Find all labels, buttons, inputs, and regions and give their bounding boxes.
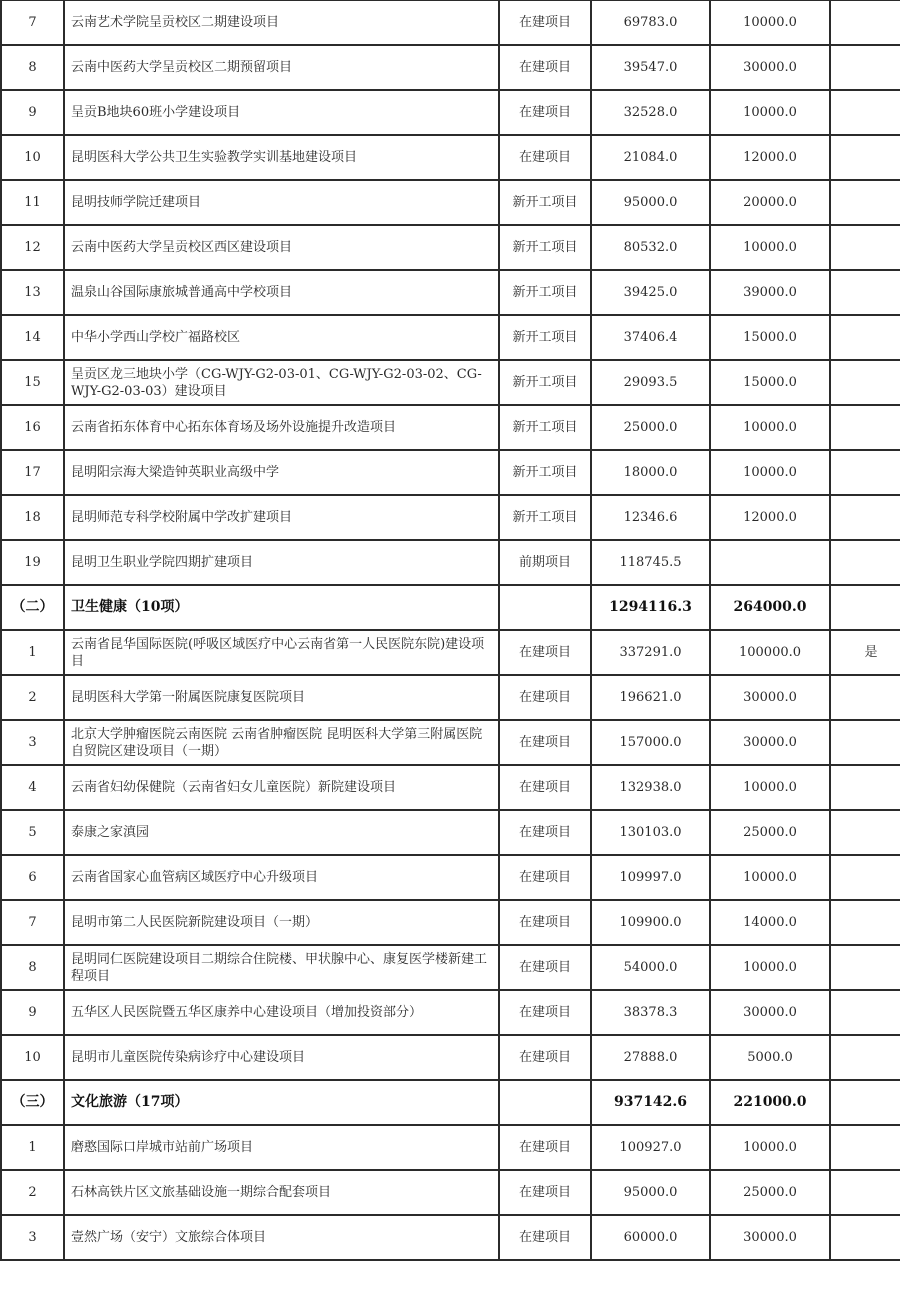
- project-name: 昆明市第二人民医院新院建设项目（一期）: [64, 900, 499, 945]
- planned-investment: 5000.0: [710, 1035, 830, 1080]
- note: [830, 270, 900, 315]
- planned-investment: 30000.0: [710, 720, 830, 765]
- project-name: 泰康之家滇园: [64, 810, 499, 855]
- project-type: 在建项目: [499, 135, 591, 180]
- table-row: [1, 765, 900, 810]
- row-number: 16: [1, 405, 64, 450]
- total-investment: 39547.0: [591, 45, 710, 90]
- project-name: 五华区人民医院暨五华区康养中心建设项目（增加投资部分）: [64, 990, 499, 1035]
- table-row: [1, 990, 900, 1035]
- row-number: 5: [1, 810, 64, 855]
- row-number: 3: [1, 1215, 64, 1260]
- project-type: 在建项目: [499, 900, 591, 945]
- planned-investment: 15000.0: [710, 360, 830, 405]
- note: [830, 495, 900, 540]
- note: [830, 45, 900, 90]
- total-investment: 130103.0: [591, 810, 710, 855]
- table-row: [1, 1170, 900, 1215]
- table-row: [1, 1125, 900, 1170]
- project-type: 在建项目: [499, 1035, 591, 1080]
- table-row: [1, 810, 900, 855]
- project-name: 中华小学西山学校广福路校区: [64, 315, 499, 360]
- total-investment: 32528.0: [591, 90, 710, 135]
- table-row: [1, 1035, 900, 1080]
- project-type: 在建项目: [499, 720, 591, 765]
- project-type: 在建项目: [499, 855, 591, 900]
- total-investment: 54000.0: [591, 945, 710, 990]
- total-investment: 196621.0: [591, 675, 710, 720]
- planned-investment: 10000.0: [710, 765, 830, 810]
- total-investment: 95000.0: [591, 1170, 710, 1215]
- project-name: 昆明卫生职业学院四期扩建项目: [64, 540, 499, 585]
- note: 是: [830, 630, 900, 675]
- note: [830, 720, 900, 765]
- project-type: 新开工项目: [499, 495, 591, 540]
- project-name: 昆明同仁医院建设项目二期综合住院楼、甲状腺中心、康复医学楼新建工程项目: [64, 945, 499, 990]
- note: [830, 90, 900, 135]
- project-type: 新开工项目: [499, 360, 591, 405]
- total-investment: 29093.5: [591, 360, 710, 405]
- planned-investment: 30000.0: [710, 990, 830, 1035]
- note: [830, 900, 900, 945]
- row-number: （三）: [1, 1080, 64, 1125]
- project-name: 昆明市儿童医院传染病诊疗中心建设项目: [64, 1035, 499, 1080]
- row-number: 10: [1, 135, 64, 180]
- note: [830, 1035, 900, 1080]
- planned-investment: 12000.0: [710, 495, 830, 540]
- table-row: [1, 90, 900, 135]
- project-name: 昆明师范专科学校附属中学改扩建项目: [64, 495, 499, 540]
- row-number: 2: [1, 1170, 64, 1215]
- table-row: [1, 540, 900, 585]
- planned-investment: 12000.0: [710, 135, 830, 180]
- total-investment: 39425.0: [591, 270, 710, 315]
- table-row: [1, 405, 900, 450]
- note: [830, 225, 900, 270]
- project-name: 壹然广场（安宁）文旅综合体项目: [64, 1215, 499, 1260]
- planned-investment: 10000.0: [710, 0, 830, 45]
- project-type: 新开工项目: [499, 270, 591, 315]
- table-row: [1, 180, 900, 225]
- project-type: 新开工项目: [499, 180, 591, 225]
- project-type: 新开工项目: [499, 450, 591, 495]
- total-investment: 109900.0: [591, 900, 710, 945]
- section-title: 卫生健康（10项）: [64, 585, 499, 630]
- note: [830, 315, 900, 360]
- note: [830, 675, 900, 720]
- planned-investment: 221000.0: [710, 1080, 830, 1125]
- total-investment: 132938.0: [591, 765, 710, 810]
- row-number: 9: [1, 990, 64, 1035]
- project-name: 昆明医科大学公共卫生实验教学实训基地建设项目: [64, 135, 499, 180]
- project-type: 在建项目: [499, 990, 591, 1035]
- project-name: 昆明阳宗海大梁造钟英职业高级中学: [64, 450, 499, 495]
- planned-investment: 30000.0: [710, 1215, 830, 1260]
- project-name: 云南中医药大学呈贡校区二期预留项目: [64, 45, 499, 90]
- planned-investment: 10000.0: [710, 1125, 830, 1170]
- planned-investment: 264000.0: [710, 585, 830, 630]
- project-type: [499, 1080, 591, 1125]
- table-row: [1, 315, 900, 360]
- note: [830, 1170, 900, 1215]
- total-investment: 25000.0: [591, 405, 710, 450]
- planned-investment: 39000.0: [710, 270, 830, 315]
- project-type: 在建项目: [499, 675, 591, 720]
- project-name: 云南艺术学院呈贡校区二期建设项目: [64, 0, 499, 45]
- project-name: 呈贡区龙三地块小学（CG-WJY-G2-03-01、CG-WJY-G2-03-02、CG-WJY-G2-03-03）建设项目: [64, 360, 499, 405]
- project-type: 在建项目: [499, 1215, 591, 1260]
- project-name: 呈贡B地块60班小学建设项目: [64, 90, 499, 135]
- row-number: 9: [1, 90, 64, 135]
- project-name: 云南中医药大学呈贡校区西区建设项目: [64, 225, 499, 270]
- table-row: [1, 630, 900, 675]
- section-header-health: [1, 585, 900, 630]
- planned-investment: 20000.0: [710, 180, 830, 225]
- total-investment: 60000.0: [591, 1215, 710, 1260]
- total-investment: 337291.0: [591, 630, 710, 675]
- row-number: 19: [1, 540, 64, 585]
- planned-investment: 10000.0: [710, 225, 830, 270]
- total-investment: 27888.0: [591, 1035, 710, 1080]
- table-row: [1, 675, 900, 720]
- project-type: 在建项目: [499, 765, 591, 810]
- planned-investment: [710, 540, 830, 585]
- note: [830, 1125, 900, 1170]
- total-investment: 69783.0: [591, 0, 710, 45]
- table-row: [1, 360, 900, 405]
- project-name: 磨憨国际口岸城市站前广场项目: [64, 1125, 499, 1170]
- row-number: 8: [1, 945, 64, 990]
- planned-investment: 25000.0: [710, 1170, 830, 1215]
- project-name: 云南省国家心血管病区域医疗中心升级项目: [64, 855, 499, 900]
- section-title: 文化旅游（17项）: [64, 1080, 499, 1125]
- note: [830, 540, 900, 585]
- project-name: 云南省拓东体育中心拓东体育场及场外设施提升改造项目: [64, 405, 499, 450]
- project-type: 在建项目: [499, 630, 591, 675]
- table-row: [1, 1215, 900, 1260]
- project-type: 新开工项目: [499, 225, 591, 270]
- planned-investment: 10000.0: [710, 855, 830, 900]
- row-number: 14: [1, 315, 64, 360]
- table-row: [1, 225, 900, 270]
- total-investment: 1294116.3: [591, 585, 710, 630]
- planned-investment: 14000.0: [710, 900, 830, 945]
- row-number: 1: [1, 1125, 64, 1170]
- note: [830, 180, 900, 225]
- planned-investment: 30000.0: [710, 675, 830, 720]
- planned-investment: 30000.0: [710, 45, 830, 90]
- total-investment: 38378.3: [591, 990, 710, 1035]
- note: [830, 855, 900, 900]
- project-name: 北京大学肿瘤医院云南医院 云南省肿瘤医院 昆明医科大学第三附属医院自贸院区建设项目（一期）: [64, 720, 499, 765]
- section-header-culture: [1, 1080, 900, 1125]
- total-investment: 80532.0: [591, 225, 710, 270]
- total-investment: 157000.0: [591, 720, 710, 765]
- note: [830, 360, 900, 405]
- row-number: （二）: [1, 585, 64, 630]
- row-number: 8: [1, 45, 64, 90]
- note: [830, 945, 900, 990]
- total-investment: 37406.4: [591, 315, 710, 360]
- note: [830, 585, 900, 630]
- table-row: [1, 45, 900, 90]
- planned-investment: 10000.0: [710, 945, 830, 990]
- note: [830, 0, 900, 45]
- row-number: 12: [1, 225, 64, 270]
- row-number: 7: [1, 900, 64, 945]
- total-investment: 18000.0: [591, 450, 710, 495]
- project-name: 昆明医科大学第一附属医院康复医院项目: [64, 675, 499, 720]
- row-number: 13: [1, 270, 64, 315]
- table-row: [1, 945, 900, 990]
- table-row: [1, 450, 900, 495]
- project-type: 在建项目: [499, 945, 591, 990]
- total-investment: 95000.0: [591, 180, 710, 225]
- total-investment: 109997.0: [591, 855, 710, 900]
- planned-investment: 10000.0: [710, 450, 830, 495]
- row-number: 2: [1, 675, 64, 720]
- planned-investment: 25000.0: [710, 810, 830, 855]
- total-investment: 21084.0: [591, 135, 710, 180]
- note: [830, 990, 900, 1035]
- table-row: [1, 495, 900, 540]
- note: [830, 405, 900, 450]
- table-row: [1, 855, 900, 900]
- note: [830, 450, 900, 495]
- note: [830, 765, 900, 810]
- table-row: [1, 0, 900, 45]
- planned-investment: 15000.0: [710, 315, 830, 360]
- row-number: 1: [1, 630, 64, 675]
- note: [830, 1215, 900, 1260]
- row-number: 3: [1, 720, 64, 765]
- project-type: [499, 585, 591, 630]
- row-number: 15: [1, 360, 64, 405]
- project-type: 在建项目: [499, 1170, 591, 1215]
- note: [830, 135, 900, 180]
- total-investment: 937142.6: [591, 1080, 710, 1125]
- row-number: 17: [1, 450, 64, 495]
- row-number: 11: [1, 180, 64, 225]
- note: [830, 810, 900, 855]
- row-number: 7: [1, 0, 64, 45]
- row-number: 18: [1, 495, 64, 540]
- table-row: [1, 720, 900, 765]
- project-name: 温泉山谷国际康旅城普通高中学校项目: [64, 270, 499, 315]
- project-name: 石林高铁片区文旅基础设施一期综合配套项目: [64, 1170, 499, 1215]
- table-row: [1, 900, 900, 945]
- total-investment: 118745.5: [591, 540, 710, 585]
- row-number: 10: [1, 1035, 64, 1080]
- row-number: 6: [1, 855, 64, 900]
- project-type: 在建项目: [499, 90, 591, 135]
- row-number: 4: [1, 765, 64, 810]
- project-table-body: [1, 0, 900, 1260]
- planned-investment: 10000.0: [710, 90, 830, 135]
- note: [830, 1080, 900, 1125]
- project-type: 在建项目: [499, 0, 591, 45]
- project-name: 昆明技师学院迁建项目: [64, 180, 499, 225]
- total-investment: 100927.0: [591, 1125, 710, 1170]
- total-investment: 12346.6: [591, 495, 710, 540]
- project-name: 云南省妇幼保健院（云南省妇女儿童医院）新院建设项目: [64, 765, 499, 810]
- project-type: 新开工项目: [499, 315, 591, 360]
- project-type: 在建项目: [499, 1125, 591, 1170]
- table-row: [1, 270, 900, 315]
- project-type: 在建项目: [499, 45, 591, 90]
- planned-investment: 10000.0: [710, 405, 830, 450]
- project-type: 在建项目: [499, 810, 591, 855]
- table-row: [1, 135, 900, 180]
- project-name: 云南省昆华国际医院(呼吸区域医疗中心云南省第一人民医院东院)建设项目: [64, 630, 499, 675]
- project-type: 新开工项目: [499, 405, 591, 450]
- planned-investment: 100000.0: [710, 630, 830, 675]
- project-type: 前期项目: [499, 540, 591, 585]
